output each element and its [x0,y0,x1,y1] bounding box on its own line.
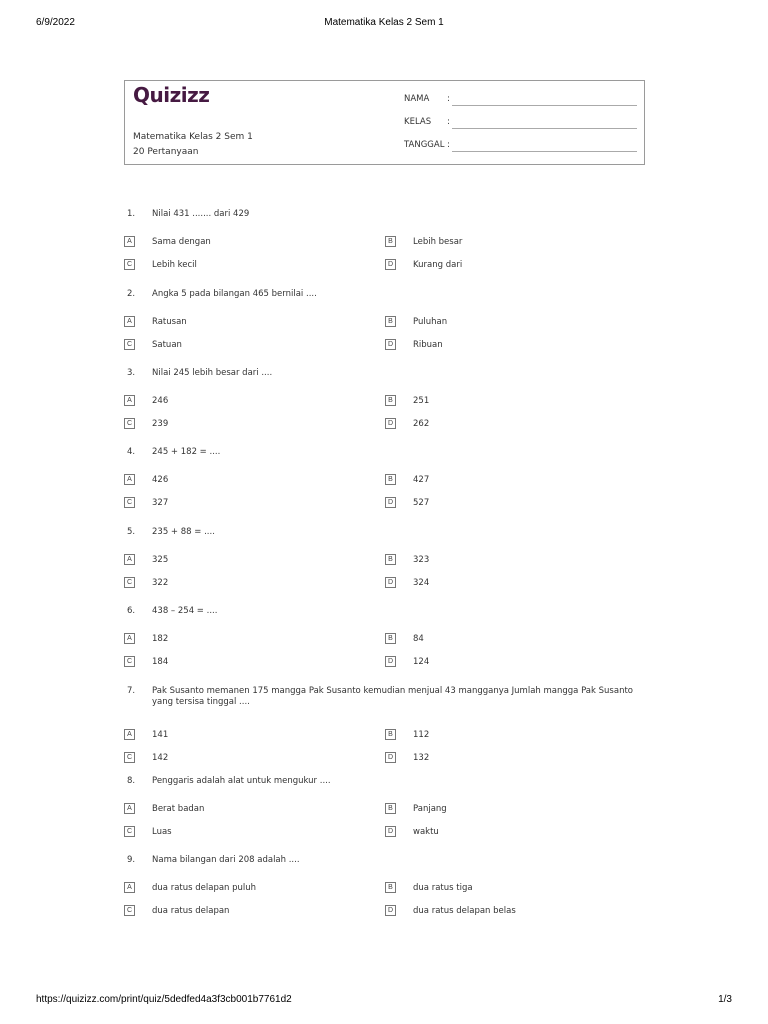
option-text: dua ratus delapan puluh [152,883,257,893]
option-text: waktu [413,827,439,837]
field-colon: : [447,94,450,104]
question-text: Nilai 431 ....... dari 429 [152,209,250,219]
option-text: Puluhan [413,317,448,327]
option-letter-a: A [124,474,135,485]
quizizz-logo: Quizizz [133,83,210,107]
option-text: Lebih besar [413,237,463,247]
option-text: Satuan [152,340,182,350]
option-letter-b: B [385,474,396,485]
page-number: 1/3 [718,994,732,1005]
print-url: https://quizizz.com/print/quiz/5dedfed4a3f3cb001b7761d2 [36,994,292,1005]
option-text: 124 [413,657,430,667]
option-text: dua ratus delapan [152,906,230,916]
option-letter-a: A [124,882,135,893]
field-line [452,105,637,106]
option-letter-d: D [385,259,396,270]
option-text: Berat badan [152,804,205,814]
question-number: 5. [127,527,136,537]
option-text: 327 [152,498,169,508]
question-text: Pak Susanto memanen 175 mangga Pak Susanto kemudian menjual 43 mangganya Jumlah mangga Pak Susanto yang tersisa tinggal .... [152,686,633,707]
option-text: 262 [413,419,430,429]
option-text: Kurang dari [413,260,463,270]
question-text: Angka 5 pada bilangan 465 bernilai .... [152,289,317,299]
option-letter-c: C [124,752,135,763]
option-letter-d: D [385,577,396,588]
field-line [452,151,637,152]
option-letter-a: A [124,729,135,740]
option-letter-d: D [385,905,396,916]
option-letter-a: A [124,395,135,406]
option-letter-d: D [385,497,396,508]
question-text: 245 + 182 = .... [152,447,221,457]
option-letter-d: D [385,752,396,763]
option-text: 322 [152,578,169,588]
option-letter-c: C [124,497,135,508]
print-title: Matematika Kelas 2 Sem 1 [324,17,444,28]
field-colon: : [447,140,450,150]
print-header [36,17,732,31]
option-text: 251 [413,396,430,406]
option-letter-d: D [385,418,396,429]
option-letter-b: B [385,633,396,644]
quiz-info-box [124,80,645,165]
option-text: 527 [413,498,430,508]
option-letter-c: C [124,577,135,588]
question-number: 8. [127,776,136,786]
option-letter-c: C [124,905,135,916]
option-text: 426 [152,475,169,485]
print-date: 6/9/2022 [36,17,75,28]
print-footer [36,994,732,1008]
option-letter-d: D [385,339,396,350]
option-letter-a: A [124,236,135,247]
option-text: 323 [413,555,430,565]
option-text: 239 [152,419,169,429]
question-text: 235 + 88 = .... [152,527,215,537]
question-number: 7. [127,686,136,696]
option-letter-c: C [124,418,135,429]
option-text: 84 [413,634,424,644]
option-text: Lebih kecil [152,260,197,270]
option-text: 141 [152,730,169,740]
option-letter-b: B [385,395,396,406]
option-text: dua ratus tiga [413,883,473,893]
field-colon: : [447,117,450,127]
question-number: 9. [127,855,136,865]
question-text: Nama bilangan dari 208 adalah .... [152,855,300,865]
option-text: Panjang [413,804,447,814]
field-label: TANGGAL [404,140,445,150]
question-number: 6. [127,606,136,616]
option-letter-c: C [124,656,135,667]
field-line [452,128,637,129]
option-text: Ratusan [152,317,187,327]
field-label: NAMA [404,94,430,104]
option-text: dua ratus delapan belas [413,906,516,916]
field-label: KELAS [404,117,432,127]
option-letter-d: D [385,826,396,837]
quiz-title: Matematika Kelas 2 Sem 1 [133,132,253,142]
question-number: 4. [127,447,136,457]
option-letter-b: B [385,882,396,893]
question-number: 3. [127,368,136,378]
option-letter-b: B [385,729,396,740]
option-text: 246 [152,396,169,406]
option-letter-a: A [124,316,135,327]
option-letter-d: D [385,656,396,667]
option-letter-b: B [385,803,396,814]
option-letter-a: A [124,554,135,565]
option-text: 324 [413,578,430,588]
option-text: 142 [152,753,169,763]
option-text: Ribuan [413,340,443,350]
option-letter-b: B [385,316,396,327]
question-text: 438 – 254 = .... [152,606,218,616]
question-text: Nilai 245 lebih besar dari .... [152,368,273,378]
option-letter-a: A [124,633,135,644]
question-number: 1. [127,209,136,219]
option-letter-c: C [124,826,135,837]
option-text: 182 [152,634,169,644]
option-text: 132 [413,753,430,763]
option-text: 112 [413,730,430,740]
option-letter-c: C [124,339,135,350]
option-letter-a: A [124,803,135,814]
option-letter-c: C [124,259,135,270]
option-text: 325 [152,555,169,565]
option-letter-b: B [385,236,396,247]
option-text: 184 [152,657,169,667]
question-count: 20 Pertanyaan [133,147,199,157]
option-text: Luas [152,827,172,837]
option-letter-b: B [385,554,396,565]
question-number: 2. [127,289,136,299]
question-text: Penggaris adalah alat untuk mengukur .... [152,776,331,786]
option-text: Sama dengan [152,237,211,247]
option-text: 427 [413,475,430,485]
